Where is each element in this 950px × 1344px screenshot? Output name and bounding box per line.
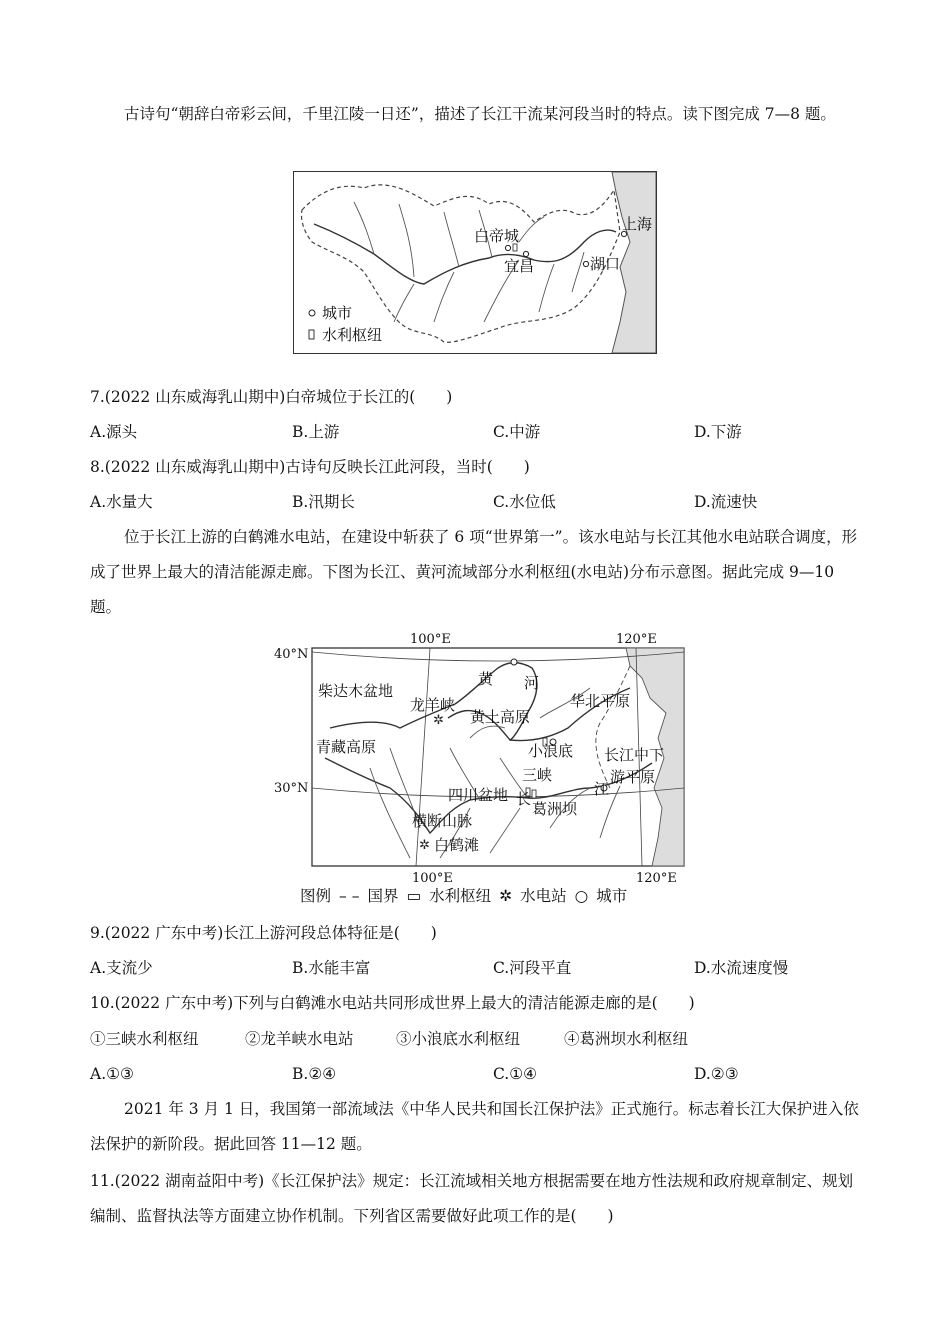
q10-option-c[interactable]: C.①④ — [493, 1065, 538, 1083]
label-sanxia: 三峡 — [522, 766, 553, 784]
yichang-city-icon — [523, 251, 528, 256]
yangtze-map — [293, 171, 657, 354]
yangtze-map-drawing — [294, 172, 656, 353]
label-sichuan: 四川盆地 — [448, 786, 509, 804]
question-9-stem: 9.(2022 广东中考)长江上游河段总体特征是( ) — [90, 924, 437, 942]
label-north-china: 华北平原 — [570, 692, 631, 710]
q10-option-b[interactable]: B.②④ — [292, 1065, 337, 1083]
label-baihetan: 白鹤滩 — [434, 836, 480, 854]
question-8-stem: 8.(2022 山东威海乳山期中)古诗句反映长江此河段，当时( ) — [90, 458, 530, 476]
intro-paragraph-1: 古诗句“朝辞白帝彩云间，千里江陵一日还”，描述了长江干流某河段当时的特点。读下图完成 7—8 题。 — [124, 105, 836, 123]
baidicheng-city-icon — [505, 245, 510, 250]
label-chang: 长 — [516, 790, 532, 808]
q8-option-a[interactable]: A.水量大 — [90, 493, 153, 511]
intro-paragraph-2: 位于长江上游的白鹤滩水电站，在建设中斩获了 6 项“世界第一”。该水电站与长江其他水电站联合调度，形成了世界上最大的清洁能源走廊。下图为长江、黄河流域部分水利枢纽(水电站)分布示意图。据此完成 9—10 题。 — [90, 528, 858, 616]
gezhouba-dam-icon — [532, 790, 536, 798]
q10-item-2: ②龙羊峡水电站 — [245, 1030, 354, 1048]
longyangxia-station-icon: ✲ — [433, 713, 444, 728]
legend-city-icon — [309, 310, 315, 316]
q9-option-a[interactable]: A.支流少 — [90, 959, 153, 977]
q9-option-d[interactable]: D.水流速度慢 — [694, 959, 789, 977]
legend-dam-label: 水利枢纽 — [322, 326, 383, 344]
label-longyangxia: 龙羊峡 — [410, 696, 456, 714]
legend-title: 图例 — [300, 887, 332, 905]
question-10-stem: 10.(2022 广东中考)下列与白鹤滩水电站共同形成世界上最大的清洁能源走廊的是( ) — [90, 994, 695, 1012]
lon-120-top-label: 120°E — [616, 632, 657, 647]
label-yangtze-plain-2: 游平原 — [610, 768, 656, 786]
q9-option-b[interactable]: B.水能丰富 — [292, 959, 371, 977]
legend-city-label: 城市 — [596, 887, 628, 905]
label-huang: 黄 — [478, 670, 494, 688]
three-gorges-dam-icon — [513, 244, 517, 251]
label-qaidam: 柴达木盆地 — [318, 682, 394, 700]
lon-100-bottom-label: 100°E — [412, 871, 453, 886]
label-hengduan: 横断山脉 — [412, 812, 473, 830]
label-xiaolangdi: 小浪底 — [528, 742, 574, 760]
q10-item-3: ③小浪底水利枢纽 — [396, 1030, 521, 1048]
question-7-options — [90, 417, 870, 447]
question-7-stem: 7.(2022 山东威海乳山期中)白帝城位于长江的( ) — [90, 388, 453, 406]
label-jiang: 江 — [594, 780, 610, 798]
legend-dam-icon — [309, 330, 314, 339]
map2-legend — [300, 884, 635, 908]
label-gezhouba: 葛洲坝 — [532, 800, 578, 818]
legend-city-label: 城市 — [322, 304, 353, 322]
legend-station-label: 水电站 — [520, 887, 567, 905]
river-basin-map-drawing — [270, 628, 690, 886]
q8-option-d[interactable]: D.流速快 — [694, 493, 758, 511]
q7-option-a[interactable]: A.源头 — [90, 423, 138, 441]
label-hukou: 湖口 — [590, 255, 621, 273]
question-9-options — [90, 953, 870, 983]
q10-item-1: ①三峡水利枢纽 — [90, 1030, 199, 1048]
legend-dam-label: 水利枢纽 — [429, 887, 492, 905]
lon-120-bottom-label: 120°E — [636, 871, 677, 886]
question-8-options — [90, 487, 870, 517]
intro-paragraph-3: 2021 年 3 月 1 日，我国第一部流域法《中华人民共和国长江保护法》正式施行。标志着长江大保护进入依法保护的新阶段。据此回答 11—12 题。 — [90, 1100, 859, 1153]
label-he: 河 — [524, 674, 540, 692]
q8-option-b[interactable]: B.汛期长 — [292, 493, 355, 511]
q7-option-c[interactable]: C.中游 — [493, 423, 541, 441]
label-yangtze-plain-1: 长江中下 — [604, 746, 665, 764]
baihetan-station-icon: ✲ — [419, 838, 430, 853]
q7-option-d[interactable]: D.下游 — [694, 423, 742, 441]
question-10-options — [90, 1059, 870, 1089]
q10-option-d[interactable]: D.②③ — [694, 1065, 739, 1083]
label-qinghai-tibet: 青藏高原 — [316, 738, 377, 756]
legend-border-symbol: – – — [339, 887, 360, 905]
legend-station-symbol: ✲ — [499, 887, 513, 905]
q8-option-c[interactable]: C.水位低 — [493, 493, 556, 511]
label-loess: 黄土高原 — [470, 708, 531, 726]
question-11-stem: 11.(2022 湖南益阳中考)《长江保护法》规定：长江流域相关地方根据需要在地方性法规和政府规章制定、规划编制、监督执法等方面建立协作机制。下列省区需要做好此项工作的是( ) — [90, 1172, 854, 1225]
legend-city-symbol: ○ — [574, 887, 589, 905]
label-yichang: 宜昌 — [504, 257, 535, 275]
q10-item-4: ④葛洲坝水利枢纽 — [564, 1030, 689, 1048]
question-10-items — [90, 1024, 870, 1054]
lon-100-top-label: 100°E — [410, 632, 451, 647]
legend-dam-symbol: ▭ — [406, 887, 422, 905]
label-baidicheng: 白帝城 — [474, 227, 520, 245]
legend-border-label: 国界 — [367, 887, 399, 905]
river-basin-map — [270, 628, 690, 886]
lat-40-label: 40°N — [274, 647, 309, 662]
city-icon-north — [511, 659, 517, 665]
hukou-city-icon — [583, 261, 588, 266]
lat-30-label: 30°N — [274, 781, 309, 796]
q10-option-a[interactable]: A.①③ — [90, 1065, 134, 1083]
label-shanghai: 上海 — [622, 215, 653, 233]
q9-option-c[interactable]: C.河段平直 — [493, 959, 572, 977]
q7-option-b[interactable]: B.上游 — [292, 423, 340, 441]
